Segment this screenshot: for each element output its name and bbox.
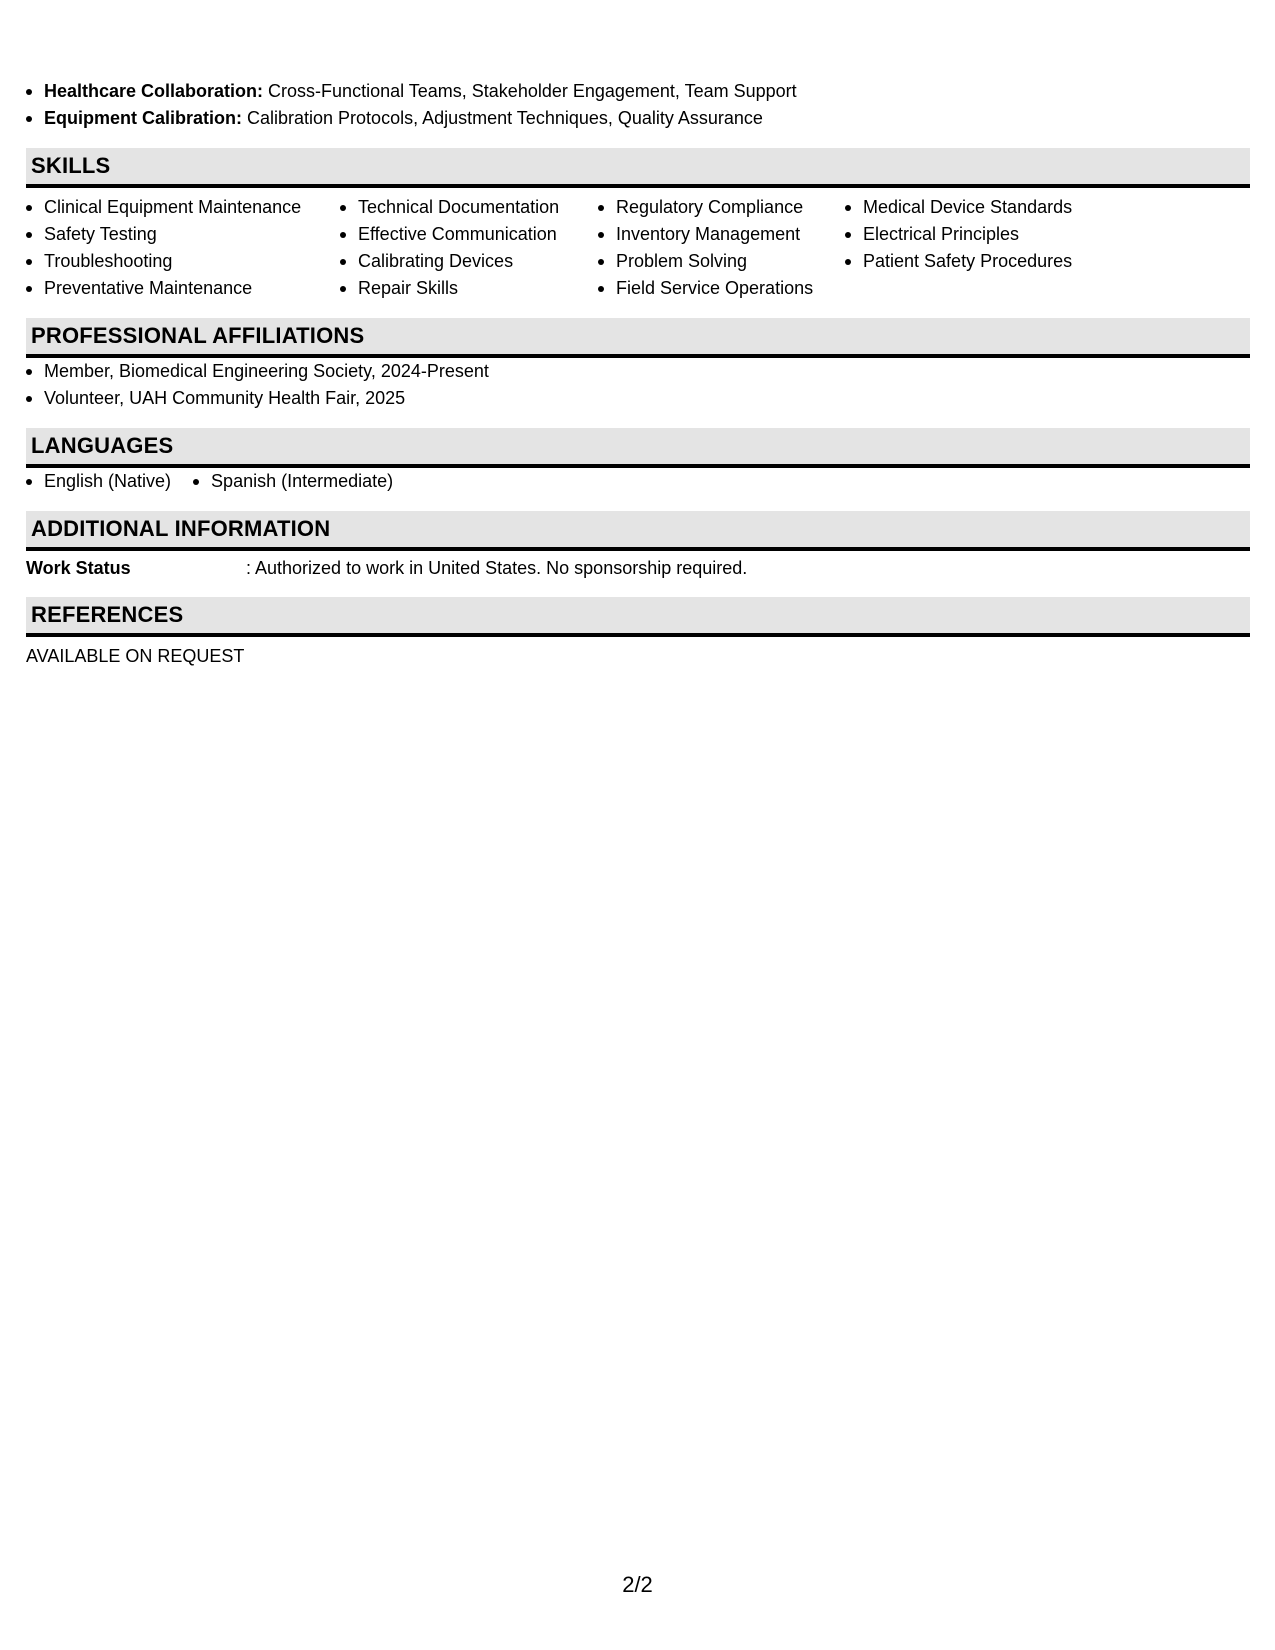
skills-column — [340, 194, 598, 302]
skills-column — [26, 194, 340, 302]
references-text: AVAILABLE ON REQUEST — [26, 646, 245, 666]
resume-page — [26, 78, 1250, 669]
skill-item: Preventative Maintenance — [26, 275, 340, 302]
additional-info-section-header — [26, 511, 1250, 551]
skills-section-header — [26, 148, 1250, 188]
skill-item: Medical Device Standards — [845, 194, 1105, 221]
languages-list — [26, 468, 1250, 495]
section-title: REFERENCES — [31, 602, 184, 627]
list-item — [26, 78, 1250, 105]
skill-item: Field Service Operations — [598, 275, 845, 302]
language-item: Spanish (Intermediate) — [193, 468, 393, 495]
expertise-label: Healthcare Collaboration: — [44, 81, 264, 101]
affiliation-item: Volunteer, UAH Community Health Fair, 2025 — [26, 385, 1250, 412]
skill-item: Regulatory Compliance — [598, 194, 845, 221]
expertise-label: Equipment Calibration: — [44, 108, 242, 128]
skill-item: Troubleshooting — [26, 248, 340, 275]
skill-item: Patient Safety Procedures — [845, 248, 1105, 275]
list-item — [26, 105, 1250, 132]
skill-item: Clinical Equipment Maintenance — [26, 194, 340, 221]
skill-item: Safety Testing — [26, 221, 340, 248]
page-number: 2/2 — [622, 1572, 653, 1597]
references-section-header — [26, 597, 1250, 637]
language-item: English (Native) — [26, 468, 171, 495]
work-status-value: : Authorized to work in United States. No sponsorship required. — [246, 558, 748, 578]
skill-item: Effective Communication — [340, 221, 598, 248]
skill-item: Technical Documentation — [340, 194, 598, 221]
skill-item: Inventory Management — [598, 221, 845, 248]
section-title: LANGUAGES — [31, 433, 174, 458]
languages-section-header — [26, 428, 1250, 468]
section-title: ADDITIONAL INFORMATION — [31, 516, 331, 541]
skill-item: Calibrating Devices — [340, 248, 598, 275]
section-title: SKILLS — [31, 153, 111, 178]
skills-column — [845, 194, 1105, 302]
skill-item: Electrical Principles — [845, 221, 1105, 248]
skill-item: Problem Solving — [598, 248, 845, 275]
affiliations-list — [26, 358, 1250, 412]
expertise-list — [26, 78, 1250, 132]
work-status-label: Work Status — [26, 558, 131, 578]
skills-grid — [26, 194, 1250, 302]
skills-column — [598, 194, 845, 302]
affiliation-item: Member, Biomedical Engineering Society, 2024-Present — [26, 358, 1250, 385]
expertise-text: Calibration Protocols, Adjustment Techniques, Quality Assurance — [242, 108, 763, 128]
expertise-text: Cross-Functional Teams, Stakeholder Engagement, Team Support — [263, 81, 797, 101]
affiliations-section-header — [26, 318, 1250, 358]
skill-item: Repair Skills — [340, 275, 598, 302]
section-title: PROFESSIONAL AFFILIATIONS — [31, 323, 365, 348]
work-status-row — [26, 555, 1250, 581]
